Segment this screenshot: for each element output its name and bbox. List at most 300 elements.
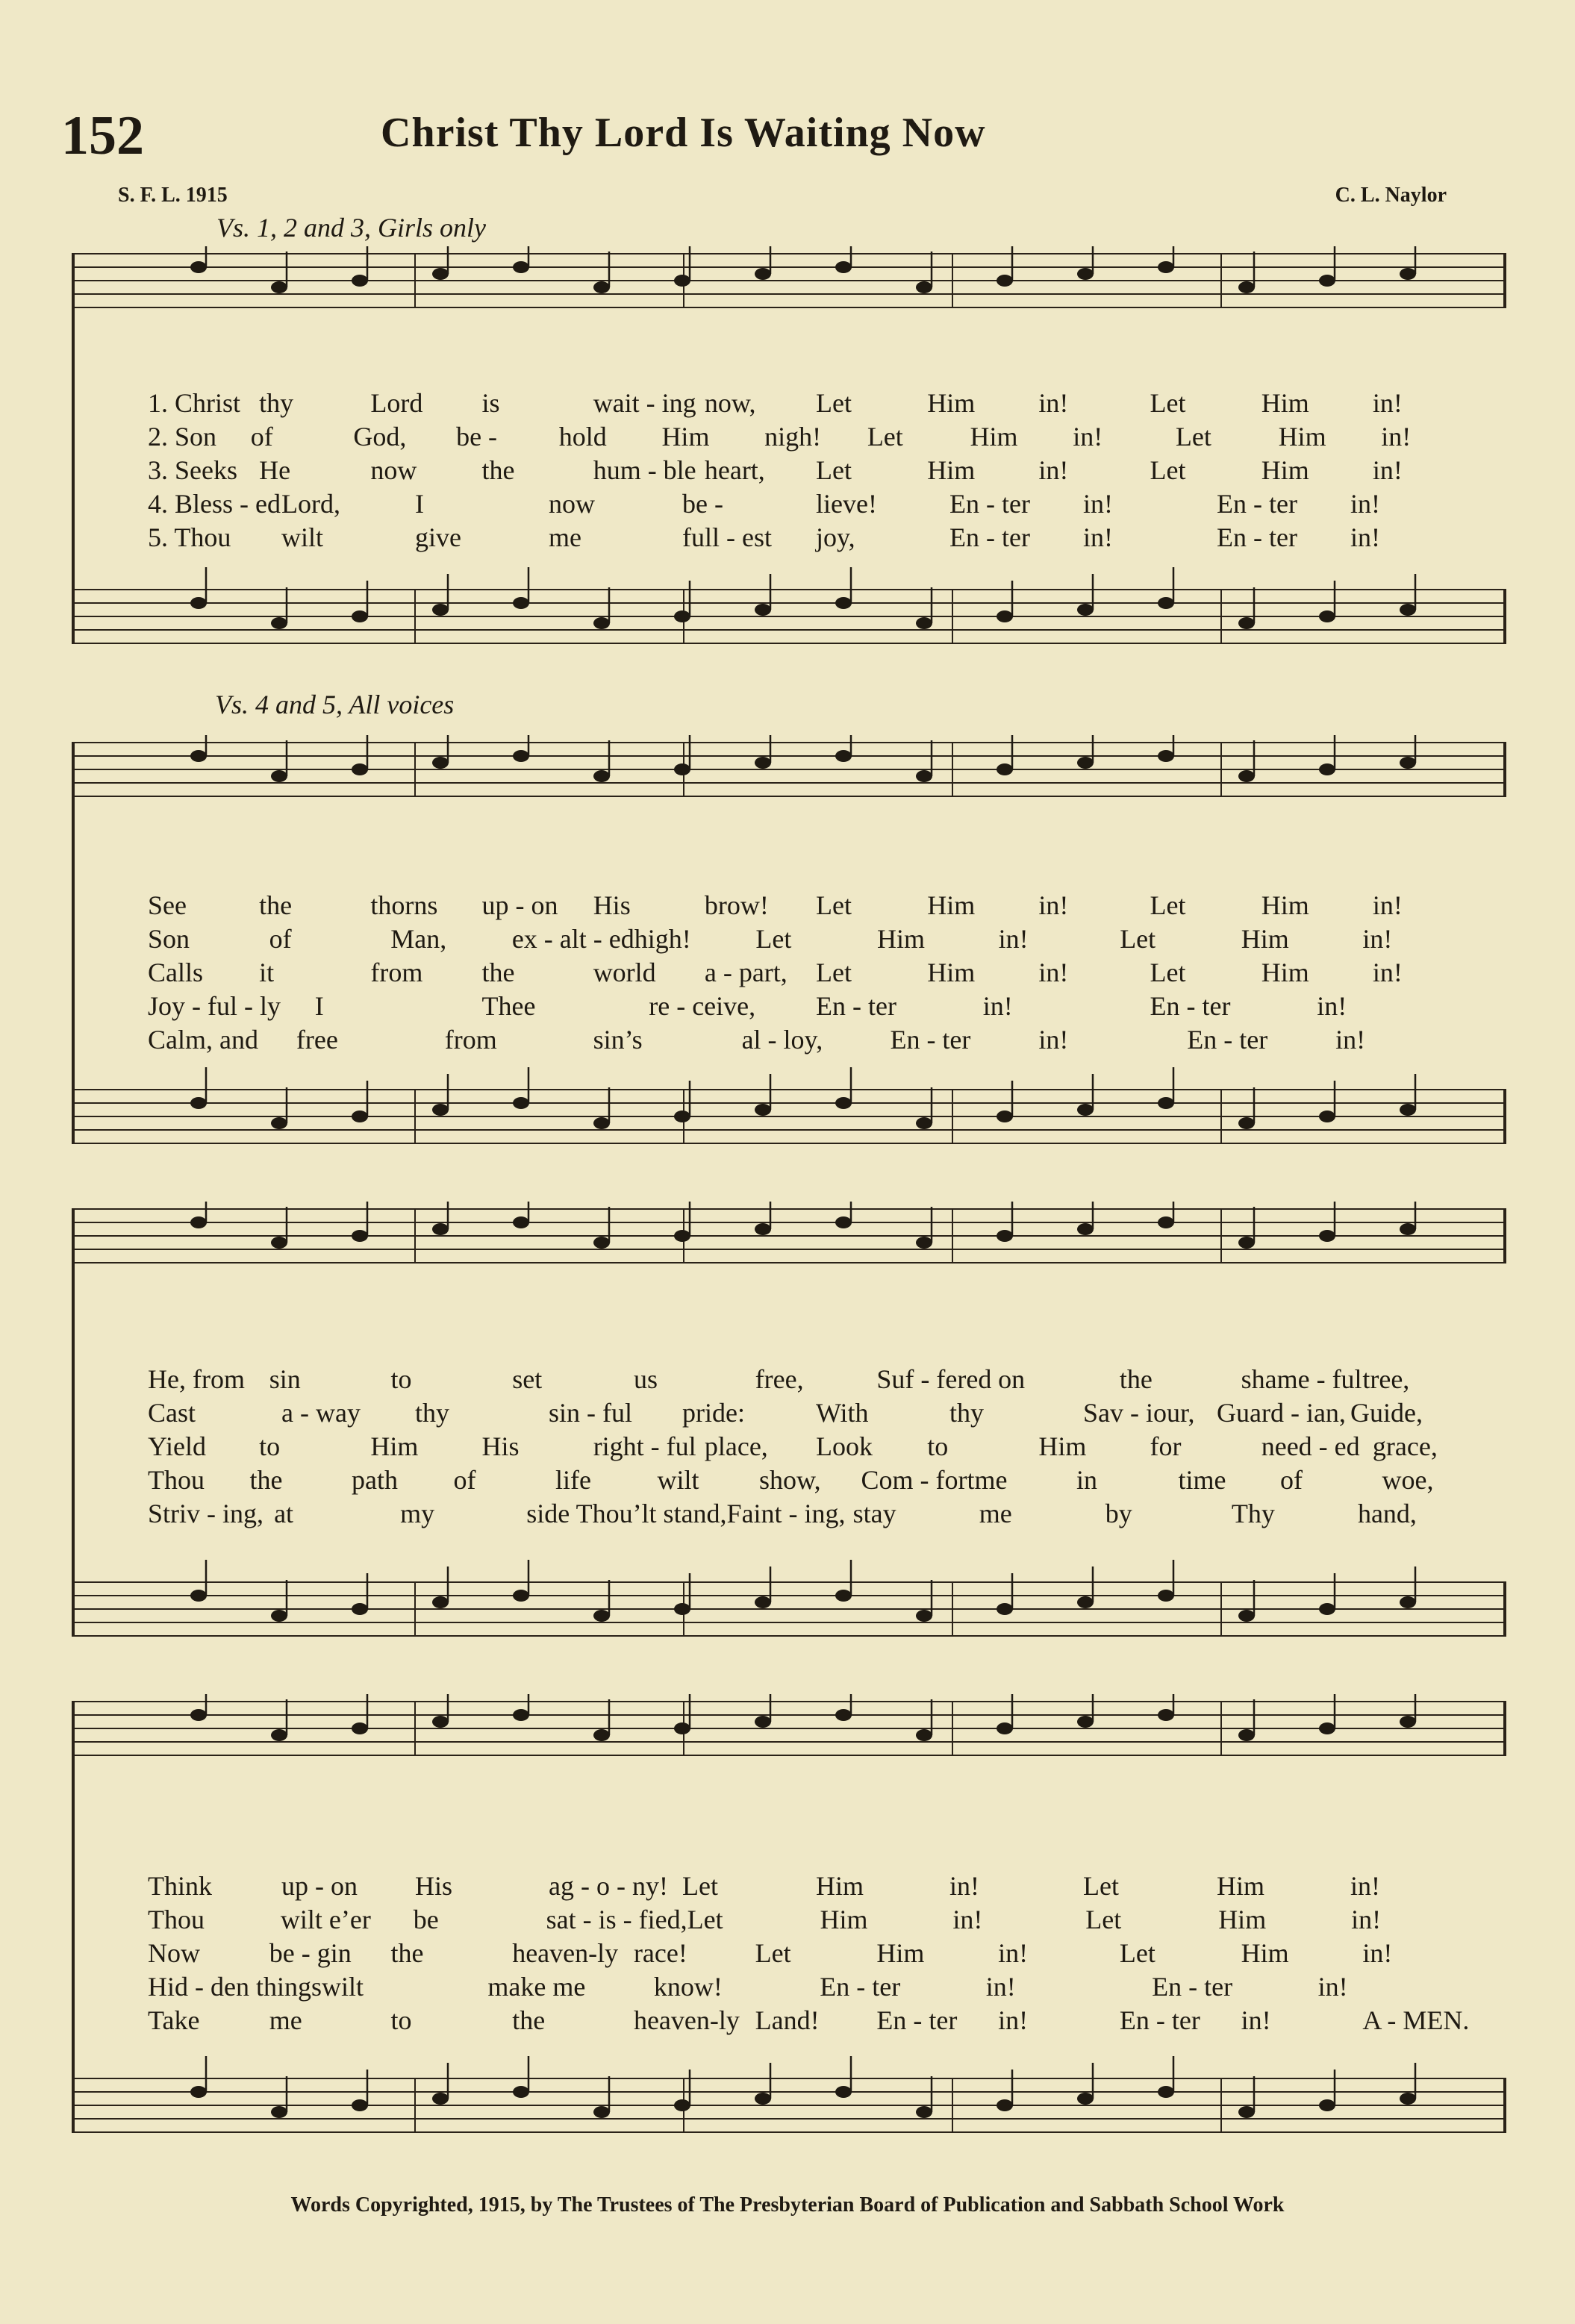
lyric-syllable: En - ter: [820, 1972, 901, 2002]
lyric-syllable: now: [370, 455, 417, 485]
note-head: [1319, 1722, 1335, 1734]
lyric-syllable: Man,: [390, 924, 447, 954]
lyric-syllable: sat - is - fied,: [546, 1905, 687, 1934]
lyric-syllable: 2. Son: [148, 422, 217, 452]
performance-direction-all: Vs. 4 and 5, All voices: [215, 690, 455, 719]
note-head: [513, 1097, 529, 1109]
note-head: [1319, 275, 1335, 287]
lyric-syllable: in!: [1350, 522, 1380, 552]
lyric-syllable: Let: [755, 1938, 791, 1968]
lyric-syllable: be: [413, 1905, 439, 1934]
lyric-syllable: in!: [1038, 1025, 1069, 1055]
lyric-syllable: Son: [148, 924, 190, 954]
lyric-syllable: wilt: [281, 522, 324, 552]
note-head: [755, 1596, 771, 1608]
note-head: [513, 261, 529, 273]
hymn-title: Christ Thy Lord Is Waiting Now: [381, 110, 986, 156]
treble-staff: [72, 1202, 1506, 1263]
note-head: [674, 763, 690, 775]
note-head: [1158, 1709, 1174, 1721]
bass-staff: [72, 2056, 1506, 2132]
lyric-syllable: now,: [704, 388, 756, 418]
lyric-syllable: En - ter: [949, 489, 1030, 519]
note-head: [432, 604, 449, 616]
note-head: [835, 261, 852, 273]
lyric-syllable: hum - ble: [593, 455, 696, 485]
lyric-line: [148, 521, 1484, 555]
lyric-syllable: in!: [1350, 489, 1380, 519]
lyric-syllable: us: [633, 1364, 658, 1394]
lyric-syllable: in!: [1350, 1871, 1380, 1901]
note-head: [997, 1111, 1013, 1122]
note-head: [835, 1590, 852, 1602]
lyric-syllable: Him: [370, 1431, 419, 1461]
lyric-syllable: wilt e’er: [280, 1905, 371, 1934]
lyric-syllable: Let: [1119, 1938, 1155, 1968]
note-head: [674, 2099, 690, 2111]
lyric-syllable: His: [593, 890, 631, 920]
lyric-syllable: race!: [633, 1938, 687, 1968]
lyric-syllable: on: [998, 1364, 1026, 1394]
note-head: [1319, 610, 1335, 622]
lyric-line: [148, 990, 1484, 1023]
lyric-syllable: Let: [1150, 388, 1186, 418]
lyric-syllable: Let: [1150, 455, 1186, 485]
lyric-syllable: He: [259, 455, 291, 485]
lyric-syllable: be - gin: [269, 1938, 352, 1968]
lyric-syllable: heaven-ly: [633, 2005, 740, 2035]
note-head: [432, 1223, 449, 1235]
note-head: [271, 281, 287, 293]
note-head: [271, 1237, 287, 1249]
lyrics-block-2: [148, 889, 1484, 1057]
lyric-line: [148, 1497, 1484, 1531]
lyric-syllable: Think: [148, 1871, 212, 1901]
lyric-syllable: the: [1119, 1364, 1153, 1394]
note-head: [674, 610, 690, 622]
note-head: [513, 2086, 529, 2098]
note-head: [1238, 1729, 1255, 1741]
lyric-syllable: His: [481, 1431, 520, 1461]
note-head: [593, 1237, 610, 1249]
lyric-syllable: Thou: [148, 1905, 205, 1934]
lyric-syllable: ex - alt - ed: [511, 924, 634, 954]
lyric-syllable: Lord: [370, 388, 423, 418]
note-head: [1238, 1237, 1255, 1249]
lyric-syllable: from: [370, 958, 423, 987]
note-head: [1158, 1216, 1174, 1228]
lyric-syllable: me: [979, 1499, 1012, 1528]
lyric-syllable: in!: [1362, 924, 1393, 954]
note-head: [755, 1104, 771, 1116]
lyric-syllable: up - on: [481, 890, 558, 920]
lyric-syllable: Let: [1150, 890, 1186, 920]
note-head: [271, 1117, 287, 1129]
note-head: [835, 1709, 852, 1721]
lyric-syllable: me: [269, 2005, 302, 2035]
lyric-syllable: Him: [1241, 1938, 1289, 1968]
lyric-line: [148, 420, 1484, 454]
lyric-syllable: 5. Thou: [148, 522, 231, 552]
note-head: [835, 597, 852, 609]
note-head: [432, 268, 449, 280]
lyric-syllable: Him: [1261, 958, 1309, 987]
note-head: [432, 757, 449, 769]
note-head: [1238, 617, 1255, 629]
lyric-syllable: nigh!: [764, 422, 822, 452]
bass-staff: [72, 1067, 1506, 1143]
lyric-syllable: pride:: [682, 1398, 745, 1428]
lyric-line: [148, 1869, 1484, 1903]
lyric-syllable: Calls: [148, 958, 204, 987]
note-head: [916, 1237, 932, 1249]
lyric-line: [148, 1970, 1484, 2004]
note-head: [1158, 750, 1174, 762]
note-head: [513, 1590, 529, 1602]
bass-staff: [72, 1560, 1506, 1636]
lyric-syllable: be -: [456, 422, 498, 452]
note-head: [1077, 268, 1094, 280]
lyric-syllable: now: [549, 489, 595, 519]
lyric-syllable: Him: [1261, 455, 1309, 485]
note-head: [674, 1722, 690, 1734]
lyric-syllable: to: [259, 1431, 281, 1461]
lyric-syllable: Let: [816, 455, 852, 485]
note-head: [1158, 1097, 1174, 1109]
note-head: [271, 770, 287, 782]
note-head: [593, 1117, 610, 1129]
lyric-line: [148, 1023, 1484, 1057]
lyric-syllable: the: [249, 1465, 283, 1495]
lyric-syllable: show,: [759, 1465, 821, 1495]
lyric-syllable: Faint - ing,: [726, 1499, 846, 1528]
lyric-syllable: Yield: [148, 1431, 206, 1461]
lyric-syllable: Him: [816, 1871, 864, 1901]
lyric-syllable: Him: [1261, 388, 1309, 418]
lyric-syllable: Let: [1083, 1871, 1119, 1901]
lyric-syllable: En - ter: [1217, 522, 1297, 552]
lyric-syllable: sin’s: [593, 1025, 643, 1055]
note-head: [1077, 1104, 1094, 1116]
note-head: [835, 2086, 852, 2098]
lyric-syllable: of: [453, 1465, 476, 1495]
note-head: [674, 1111, 690, 1122]
note-head: [1319, 1230, 1335, 1242]
note-head: [916, 1610, 932, 1622]
lyric-syllable: thorns: [370, 890, 438, 920]
note-head: [916, 770, 932, 782]
lyric-syllable: En - ter: [1187, 1025, 1268, 1055]
lyric-syllable: Com - fort: [861, 1465, 975, 1495]
lyric-syllable: free,: [755, 1364, 804, 1394]
note-head: [352, 2099, 368, 2111]
lyric-syllable: En - ter: [1119, 2005, 1200, 2035]
lyric-line: [148, 2004, 1484, 2037]
lyric-syllable: thy: [259, 388, 294, 418]
lyric-syllable: hold: [558, 422, 607, 452]
lyric-syllable: in!: [1317, 991, 1347, 1021]
note-head: [1400, 1716, 1416, 1728]
lyric-syllable: En - ter: [1150, 991, 1231, 1021]
note-head: [1077, 604, 1094, 616]
lyric-syllable: Sav - iour,: [1083, 1398, 1195, 1428]
note-head: [1400, 1104, 1416, 1116]
lyric-syllable: hand,: [1357, 1499, 1417, 1528]
lyric-syllable: in!: [1038, 388, 1069, 418]
note-head: [432, 1716, 449, 1728]
note-head: [755, 1716, 771, 1728]
lyric-syllable: give: [415, 522, 461, 552]
lyric-syllable: Land!: [755, 2005, 820, 2035]
lyric-syllable: Him: [1241, 924, 1289, 954]
note-head: [513, 597, 529, 609]
note-head: [835, 1097, 852, 1109]
lyric-syllable: side Thou’lt stand,: [526, 1499, 727, 1528]
lyric-syllable: me: [974, 1465, 1008, 1495]
note-head: [352, 610, 368, 622]
lyric-line: [148, 1937, 1484, 1970]
lyric-line: [148, 889, 1484, 922]
lyric-syllable: in!: [1038, 455, 1069, 485]
lyric-syllable: Let: [1150, 958, 1186, 987]
lyric-syllable: Take: [148, 2005, 200, 2035]
lyric-syllable: He, from: [148, 1364, 245, 1394]
lyric-syllable: of: [1279, 1465, 1303, 1495]
lyrics-block-3: [148, 1363, 1484, 1531]
note-head: [271, 1729, 287, 1741]
lyric-syllable: Him: [876, 924, 925, 954]
note-head: [593, 770, 610, 782]
note-head: [1158, 1590, 1174, 1602]
lyric-syllable: His: [415, 1871, 453, 1901]
lyric-syllable: path: [352, 1465, 398, 1495]
lyric-syllable: in!: [1372, 958, 1403, 987]
note-head: [190, 1590, 207, 1602]
lyric-syllable: set: [512, 1364, 543, 1394]
treble-staff: [72, 735, 1506, 796]
lyric-syllable: up - on: [281, 1871, 358, 1901]
lyric-syllable: free: [296, 1025, 338, 1055]
lyric-line: [148, 922, 1484, 956]
lyric-syllable: Let: [1120, 924, 1156, 954]
lyric-syllable: in: [1076, 1465, 1097, 1495]
note-head: [593, 1610, 610, 1622]
lyric-line: [148, 1363, 1484, 1396]
lyric-line: [148, 1903, 1484, 1937]
note-head: [755, 1223, 771, 1235]
lyric-syllable: Let: [816, 890, 852, 920]
lyrics-block-4: [148, 1869, 1484, 2037]
note-head: [432, 2093, 449, 2105]
lyric-syllable: Him: [927, 388, 976, 418]
lyric-syllable: 3. Seeks: [148, 455, 237, 485]
note-head: [1319, 763, 1335, 775]
lyric-syllable: En - ter: [890, 1025, 971, 1055]
author-credit: S. F. L. 1915: [118, 184, 228, 207]
lyric-syllable: Him: [1038, 1431, 1087, 1461]
note-head: [997, 610, 1013, 622]
lyric-syllable: a - part,: [704, 958, 788, 987]
lyric-syllable: sin: [269, 1364, 301, 1394]
lyric-syllable: in!: [1073, 422, 1103, 452]
note-head: [916, 617, 932, 629]
note-head: [755, 604, 771, 616]
lyric-syllable: Calm, and: [148, 1025, 258, 1055]
copyright-notice: Words Copyrighted, 1915, by The Trustees of The Presbyterian Board of Publication and Sabbath School Work: [290, 2193, 1285, 2217]
note-head: [674, 1230, 690, 1242]
note-head: [593, 1729, 610, 1741]
note-head: [916, 1117, 932, 1129]
lyrics-block-1: [148, 387, 1484, 555]
note-head: [190, 750, 207, 762]
lyric-syllable: re - ceive,: [649, 991, 756, 1021]
note-head: [271, 2106, 287, 2118]
lyric-syllable: the: [512, 2005, 546, 2035]
note-head: [271, 617, 287, 629]
lyric-syllable: in!: [982, 991, 1013, 1021]
lyric-syllable: in!: [1083, 522, 1113, 552]
note-head: [513, 750, 529, 762]
note-head: [352, 1603, 368, 1615]
note-head: [674, 1603, 690, 1615]
lyric-syllable: a - way: [281, 1398, 361, 1428]
lyric-syllable: Him: [1261, 890, 1309, 920]
note-head: [1158, 2086, 1174, 2098]
note-head: [1077, 2093, 1094, 2105]
lyric-syllable: ag - o - ny!: [549, 1871, 668, 1901]
lyric-syllable: grace,: [1372, 1431, 1438, 1461]
lyric-syllable: be -: [682, 489, 723, 519]
note-head: [835, 1216, 852, 1228]
note-head: [190, 1216, 207, 1228]
note-head: [352, 1722, 368, 1734]
lyric-syllable: I: [314, 991, 324, 1021]
lyric-syllable: joy,: [816, 522, 855, 552]
lyric-syllable: A - MEN.: [1362, 2005, 1470, 2035]
lyric-line: [148, 454, 1484, 487]
lyric-syllable: See: [148, 890, 187, 920]
lyric-syllable: for: [1150, 1431, 1182, 1461]
note-head: [997, 1230, 1013, 1242]
note-head: [755, 268, 771, 280]
lyric-syllable: heaven-ly: [512, 1938, 619, 1968]
note-head: [674, 275, 690, 287]
lyric-syllable: from: [444, 1025, 497, 1055]
lyric-syllable: stay: [852, 1499, 896, 1528]
lyric-syllable: Him: [1217, 1871, 1265, 1901]
lyric-syllable: place,: [704, 1431, 768, 1461]
note-head: [593, 617, 610, 629]
lyric-syllable: in!: [1381, 422, 1412, 452]
note-head: [190, 597, 207, 609]
lyric-syllable: in!: [1317, 1972, 1348, 2002]
lyric-syllable: in!: [1335, 1025, 1366, 1055]
note-head: [1077, 1596, 1094, 1608]
lyric-syllable: the: [481, 455, 515, 485]
note-head: [1400, 2093, 1416, 2105]
note-head: [916, 2106, 932, 2118]
lyric-syllable: Look: [816, 1431, 873, 1461]
lyric-syllable: Him: [927, 455, 976, 485]
lyric-syllable: Let: [687, 1905, 723, 1934]
lyric-syllable: in!: [998, 2005, 1029, 2035]
lyric-syllable: in!: [1038, 890, 1069, 920]
note-head: [1077, 757, 1094, 769]
bass-staff: [72, 567, 1506, 643]
lyric-syllable: to: [927, 1431, 949, 1461]
lyric-line: [148, 1464, 1484, 1497]
note-head: [997, 763, 1013, 775]
lyric-syllable: wait - ing: [593, 388, 696, 418]
lyric-syllable: of: [269, 924, 292, 954]
lyric-syllable: in!: [949, 1871, 979, 1901]
lyric-syllable: tree,: [1362, 1364, 1410, 1394]
lyric-syllable: Him: [1218, 1905, 1267, 1934]
lyric-syllable: in!: [1372, 890, 1403, 920]
note-head: [1319, 2099, 1335, 2111]
treble-staff: [72, 246, 1506, 307]
lyric-syllable: time: [1178, 1465, 1226, 1495]
note-head: [916, 1729, 932, 1741]
lyric-syllable: in!: [1083, 489, 1113, 519]
lyric-syllable: to: [390, 1364, 412, 1394]
lyric-syllable: wilt: [321, 1972, 364, 2002]
lyric-syllable: Striv - ing,: [148, 1499, 264, 1528]
note-head: [1319, 1111, 1335, 1122]
note-head: [1158, 261, 1174, 273]
note-head: [997, 1722, 1013, 1734]
note-head: [997, 1603, 1013, 1615]
note-head: [352, 1111, 368, 1122]
lyric-syllable: need - ed: [1261, 1431, 1360, 1461]
lyric-syllable: 1. Christ: [148, 388, 241, 418]
composer-credit: C. L. Naylor: [1335, 184, 1447, 207]
lyric-syllable: of: [250, 422, 273, 452]
lyric-syllable: Let: [755, 924, 792, 954]
lyric-syllable: is: [481, 388, 500, 418]
note-head: [997, 2099, 1013, 2111]
lyric-syllable: at: [274, 1499, 294, 1528]
lyric-syllable: Suf - fered: [876, 1364, 992, 1394]
lyric-syllable: shame - ful: [1241, 1364, 1362, 1394]
lyric-line: [148, 1396, 1484, 1430]
lyric-syllable: En - ter: [876, 2005, 958, 2035]
note-head: [1400, 268, 1416, 280]
performance-direction-girls: Vs. 1, 2 and 3, Girls only: [216, 213, 487, 243]
note-head: [513, 1216, 529, 1228]
note-head: [432, 1596, 449, 1608]
note-head: [1319, 1603, 1335, 1615]
note-head: [755, 2093, 771, 2105]
lyric-syllable: Him: [1278, 422, 1326, 452]
note-head: [352, 763, 368, 775]
lyric-syllable: Guard - ian,: [1217, 1398, 1346, 1428]
lyric-syllable: En - ter: [1217, 489, 1297, 519]
lyric-syllable: Him: [927, 958, 976, 987]
lyric-syllable: Thee: [481, 991, 536, 1021]
note-head: [1238, 770, 1255, 782]
note-head: [835, 750, 852, 762]
lyric-syllable: make me: [487, 1972, 586, 2002]
lyric-syllable: sin - ful: [549, 1398, 632, 1428]
lyric-syllable: wilt: [657, 1465, 699, 1495]
note-head: [190, 2086, 207, 2098]
note-head: [1400, 757, 1416, 769]
lyric-syllable: high!: [634, 924, 691, 954]
lyric-syllable: brow!: [704, 890, 769, 920]
lyric-syllable: me: [549, 522, 581, 552]
note-head: [190, 1709, 207, 1721]
